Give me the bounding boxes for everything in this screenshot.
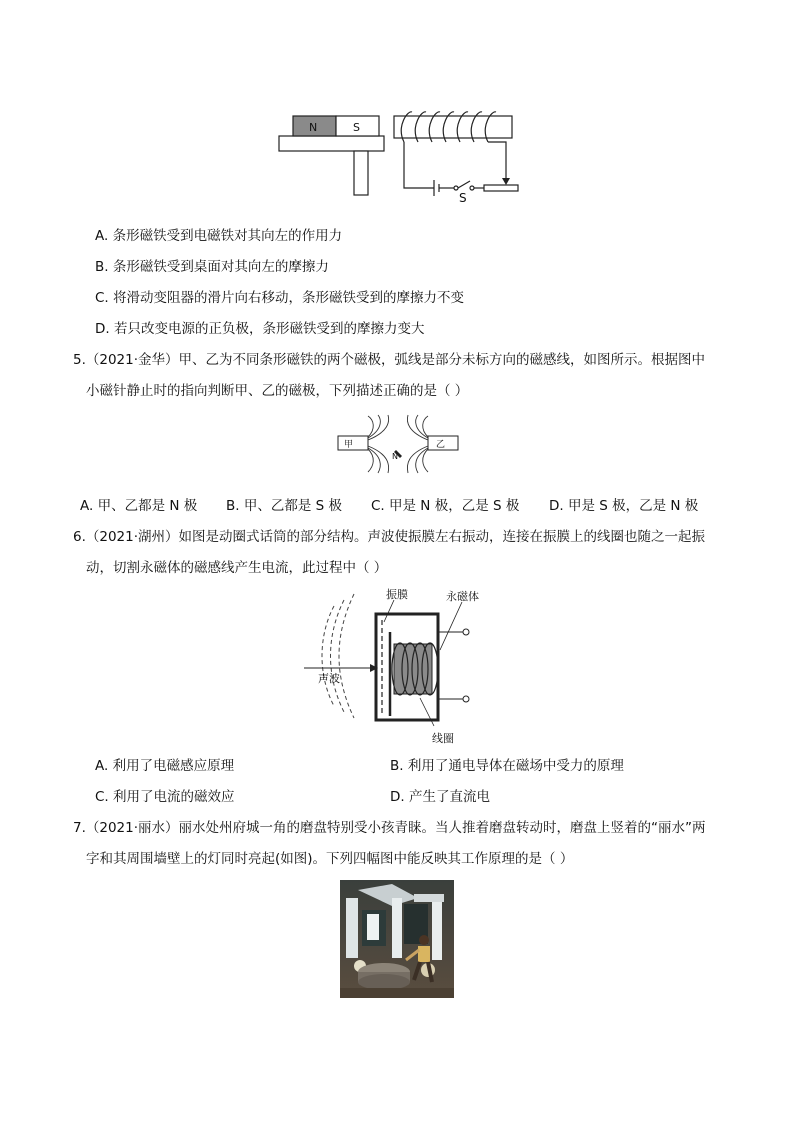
- q5-figure: [336, 414, 460, 474]
- q6-option-a: A. 利用了电磁感应原理: [95, 758, 235, 774]
- q6-figure: [304, 586, 500, 746]
- magnet-s-label: S: [353, 121, 360, 134]
- q5-stem-line2: 小磁针静止时的指向判断甲、乙的磁极，下列描述正确的是（ ）: [86, 383, 469, 399]
- q4-figure: [276, 106, 522, 202]
- q4-option-a: A. 条形磁铁受到电磁铁对其向左的作用力: [95, 228, 343, 244]
- q5-option-a: A. 甲、乙都是 N 极: [80, 498, 198, 514]
- q5-option-c: C. 甲是 N 极，乙是 S 极: [371, 498, 520, 514]
- diaphragm-label: 振膜: [386, 588, 408, 601]
- coil-label: 线圈: [432, 732, 454, 745]
- q6-stem-line1: 6.（2021·湖州）如图是动圈式话筒的部分结构。声波使振膜左右振动，连接在振膜上的线圈也随之一起振: [73, 529, 706, 545]
- q6-option-d: D. 产生了直流电: [390, 789, 490, 805]
- q7-stem-line2: 字和其周围墙壁上的灯同时亮起(如图)。下列四幅图中能反映其工作原理的是（ ）: [86, 851, 574, 867]
- q5-option-d: D. 甲是 S 极，乙是 N 极: [549, 498, 699, 514]
- q5-stem-line1: 5.（2021·金华）甲、乙为不同条形磁铁的两个磁极，弧线是部分未标方向的磁感线，如图所示。根据图中: [73, 352, 706, 368]
- q7-stem-line1: 7.（2021·丽水）丽水处州府城一角的磨盘特别受小孩青睐。当人推着磨盘转动时，磨盘上竖着的“丽水”两: [73, 820, 706, 836]
- millstone-photo: [340, 880, 454, 998]
- switch-s-label: S: [459, 191, 467, 202]
- q6-option-b: B. 利用了通电导体在磁场中受力的原理: [390, 758, 624, 774]
- magnet-n-label: N: [309, 121, 318, 134]
- q6-stem-line2: 动，切割永磁体的磁感线产生电流，此过程中（ ）: [86, 560, 388, 576]
- permanent-magnet-label: 永磁体: [446, 590, 479, 603]
- pole-jia-label: 甲: [344, 440, 354, 450]
- q4-option-c: C. 将滑动变阻器的滑片向右移动，条形磁铁受到的摩擦力不变: [95, 290, 465, 306]
- pole-yi-label: 乙: [436, 440, 446, 450]
- q6-option-c: C. 利用了电流的磁效应: [95, 789, 235, 805]
- q5-option-b: B. 甲、乙都是 S 极: [226, 498, 342, 514]
- q4-option-d: D. 若只改变电源的正负极，条形磁铁受到的摩擦力变大: [95, 321, 425, 337]
- q4-option-b: B. 条形磁铁受到桌面对其向左的摩擦力: [95, 259, 329, 275]
- sound-wave-label: 声波: [318, 672, 340, 685]
- needle-n-label: N: [392, 452, 398, 461]
